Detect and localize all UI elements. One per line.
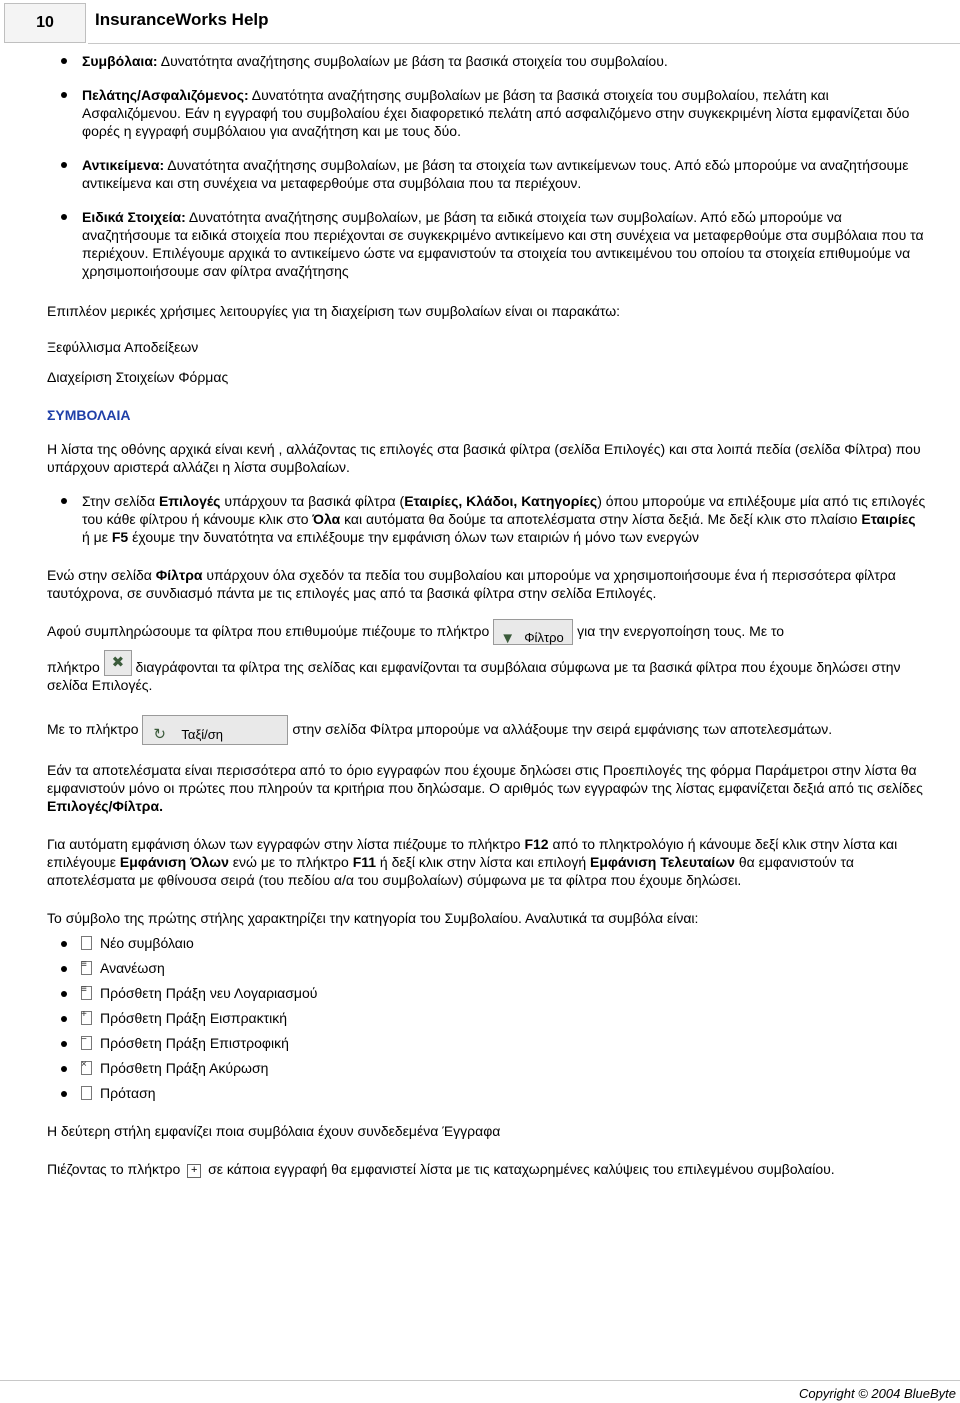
intro-text: Επιπλέον μερικές χρήσιμες λειτουργίες για τη διαχείριση των συμβολαίων είναι οι παρακάτω:: [47, 303, 621, 319]
list-item: ≡ Πρόσθετη Πράξη νευ Λογαριασμού: [47, 981, 927, 1006]
list-item: × Πρόσθετη Πράξη Ακύρωση: [47, 1056, 927, 1081]
paragraph: Με το πλήκτρο ↻ Ταξί/ση στην σελίδα Φίλτρα μπορούμε να αλλάξουμε την σειρά εμφάνισης των αποτελεσμάτων.: [47, 714, 927, 745]
options-list: [47, 492, 927, 546]
paragraph: Πιέζοντας το πλήκτρο + σε κάποια εγγραφή θα εμφανιστεί λίστα με τις καταχωρημένες καλύψεις του επιλεγμένου συμβολαίου.: [47, 1161, 835, 1178]
expand-plus-icon[interactable]: +: [187, 1164, 201, 1178]
header-divider: [88, 43, 960, 44]
copyright: Copyright © 2004 BlueByte: [798, 1386, 956, 1401]
list-item: Πελάτης/Ασφαλιζόμενος: Δυνατότητα αναζήτησης συμβολαίων με βάση τα βασικά στοιχεία του συμβολαίου, πελάτη και Ασφαλιζόμενου. Εάν η εγγραφή του συμβολαίου έχει διαφορετικό πελάτη από ασφαλιζόμενο στην συγκεκριμένη λίστα εμφανίζεται δύο φορές η εγγραφή συμβόλαιου για αναζήτηση και με τους δύο.: [47, 86, 927, 140]
sort-icon: ↻: [153, 726, 166, 744]
endorsement-cancel-icon: ×: [81, 1061, 92, 1075]
link-form-data[interactable]: Διαχείριση Στοιχείων Φόρμας: [47, 369, 229, 385]
paragraph: Ενώ στην σελίδα Φίλτρα υπάρχουν όλα σχεδόν τα πεδία του συμβολαίου και μπορούμε να χρησιμοποιήσουμε ένα ή περισσότερα φίλτρα ταυτόχρονα, σε συνδιασμό πάντα με τις επιλογές μας από τα βασικά φίλτρα στην σελίδα Επιλογές.: [47, 567, 896, 601]
link-receipts[interactable]: Ξεφύλλισμα Αποδείξεων: [47, 339, 199, 355]
section-title: ΣΥΜΒΟΛΑΙΑ: [47, 407, 131, 423]
help-content: [47, 52, 927, 1194]
paragraph: Η δεύτερη στήλη εμφανίζει ποια συμβόλαια έχουν συνδεδεμένα Έγγραφα: [47, 1123, 501, 1140]
footer-divider: [0, 1380, 960, 1381]
paragraph: Για αυτόματη εμφάνιση όλων των εγγραφών στην λίστα πιέζουμε το πλήκτρο F12 από το πληκτρολόγιο ή κάνουμε δεξί κλικ στην λίστα και επιλέγουμε Εμφάνιση Όλων ενώ με το πλήκτρο F11 ή δεξί κλικ στην λίστα και επιλογή Εμφάνιση Τελευταίων θα εμφανιστούν τα αποτελέσματα με φθίνουσα σειρά (του πεδίου α/α του συμβολαίων) σύμφωνα με τα φίλτρα που έχουμε δηλώσει.: [47, 836, 898, 889]
list-item: Συμβόλαια: Δυνατότητα αναζήτησης συμβολαίων με βάση τα βασικά στοιχεία του συμβολαίου.: [47, 52, 927, 70]
search-options-list: [47, 52, 927, 280]
new-policy-icon: [81, 936, 92, 950]
endorsement-refund-icon: −: [81, 1036, 92, 1050]
endorsement-no-account-icon: ≡: [81, 986, 92, 1000]
funnel-icon: ▼: [500, 630, 516, 648]
endorsement-collection-icon: +: [81, 1011, 92, 1025]
clear-filters-button[interactable]: [104, 650, 132, 676]
paragraph: πλήκτρο ✖ διαγράφονται τα φίλτρα της σελίδας και εμφανίζονται τα συμβόλαια σύμφωνα με τα βασικά φίλτρα που έχουμε δηλώσει στην σελίδα Επιλογές.: [47, 650, 927, 694]
list-item: − Πρόσθετη Πράξη Επιστροφική: [47, 1031, 927, 1056]
paragraph: Αφού συμπληρώσουμε τα φίλτρα που επιθυμούμε πιέζουμε το πλήκτρο ▼ Φίλτρο για την ενεργοποίηση τους. Με το: [47, 616, 927, 646]
eraser-icon: ✖: [111, 654, 125, 671]
list-item: ≡ Ανανέωση: [47, 956, 927, 981]
proposal-icon: [81, 1086, 92, 1100]
paragraph: Το σύμβολο της πρώτης στήλης χαρακτηρίζει την κατηγορία του Συμβολαίου. Αναλυτικά τα συμβόλα είναι:: [47, 910, 699, 927]
filter-button[interactable]: ▼ Φίλτρο: [493, 619, 573, 645]
renewal-icon: ≡: [81, 961, 92, 975]
list-item: Νέο συμβόλαιο: [47, 931, 927, 956]
symbols-list: [47, 931, 927, 1106]
list-item: Ειδικά Στοιχεία: Δυνατότητα αναζήτησης συμβολαίων, με βάση τα ειδικά στοιχεία των συμβολαίων. Από εδώ μπορούμε να αναζητήσουμε τα ειδικά στοιχεία που περιέχονται σε συγκεκριμένο αντικείμενο και στη συνέχεια να μεταφερθούμε στα συμβόλαια που τα περιέχουν. Επιλέγουμε αρχικά το αντικείμενο ώστε να εμφανιστούν τα στοιχεία του αντικειμένου του οποίου τα στοιχεία επιθυμούμε να χρησιμοποιήσουμε σαν φίλτρα αναζήτησης: [47, 208, 927, 280]
list-item: Αντικείμενα: Δυνατότητα αναζήτησης συμβολαίων, με βάση τα στοιχεία των αντικείμενων τους. Από εδώ μπορούμε να αναζητήσουμε αντικείμενα και στη συνέχεια να μεταφερθούμε στα συμβόλαια που τα περιέχουν.: [47, 156, 927, 192]
list-item: Πρόταση: [47, 1081, 927, 1106]
sort-button[interactable]: ↻ Ταξί/ση: [142, 715, 288, 745]
paragraph: Εάν τα αποτελέσματα είναι περισσότερα από το όριο εγγραφών που έχουμε δηλώσει στις Προεπιλογές της φόρμα Παράμετροι στην λίστα θα εμφανιστούν μόνο οι πρώτες που πληρούν τα κριτήρια που δηλώσαμε. Ο αριθμός των εγγραφών της λίστας εμφανίζεται δεξιά από τις σελίδες Επιλογές/Φίλτρα.: [47, 762, 923, 815]
app-title: InsuranceWorks Help: [95, 10, 269, 29]
list-item: Στην σελίδα Επιλογές υπάρχουν τα βασικά φίλτρα (Εταιρίες, Κλάδοι, Κατηγορίες) όπου μπορούμε να επιλέξουμε μία από τις επιλογές του κάθε φίλτρου ή κάνουμε κλικ στο Όλα και αυτόματα θα δούμε τα αποτελέσματα στην λίστα δεξιά. Με δεξί κλικ στο πλαίσιο Εταιρίες ή με F5 έχουμε την δυνατότητα να επιλέξουμε την εμφάνιση όλων των εταιριών ή μόνο των ενεργών: [47, 492, 927, 546]
list-item: + Πρόσθετη Πράξη Εισπρακτική: [47, 1006, 927, 1031]
page-number: 10: [4, 3, 86, 43]
paragraph: Η λίστα της οθόνης αρχικά είναι κενή , αλλάζοντας τις επιλογές στα βασικά φίλτρα (σελίδα Επιλογές) και στα λοιπά πεδία (σελίδα Φίλτρα) που υπάρχουν αριστερά αλλάζει η λίστα συμβολαίων.: [47, 441, 921, 475]
